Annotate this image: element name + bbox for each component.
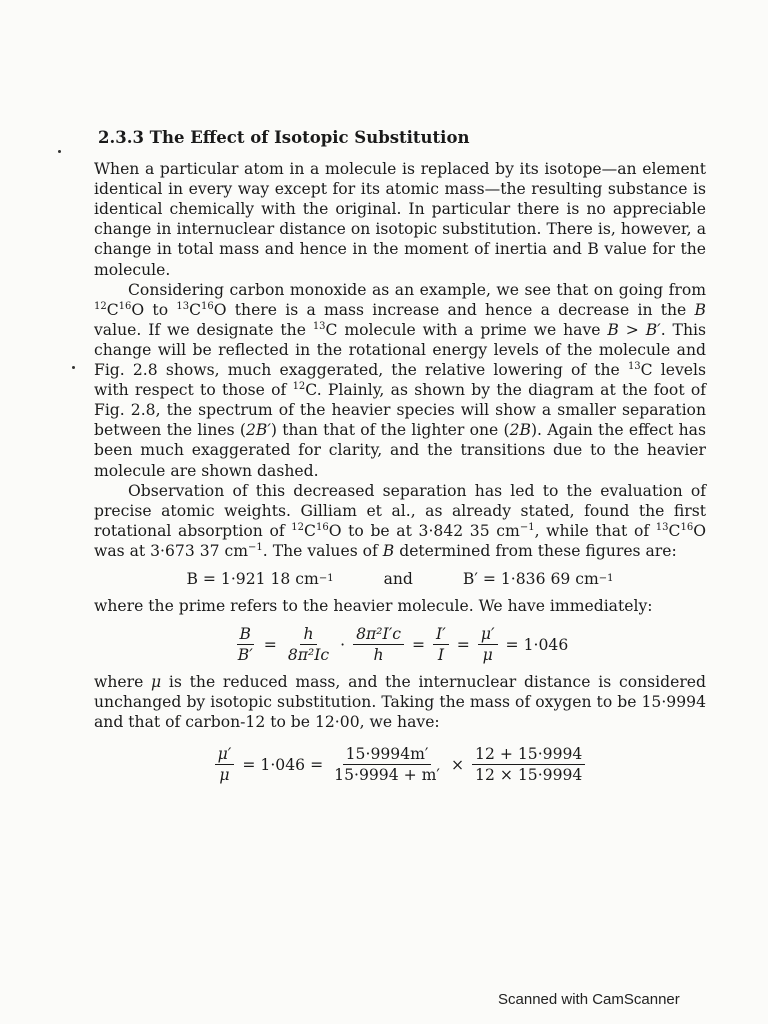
symbol: μ — [151, 673, 162, 692]
denominator: I — [437, 646, 444, 665]
fraction — [433, 624, 449, 665]
denominator: μ — [482, 646, 493, 665]
denominator: B′ — [237, 646, 253, 665]
symbol: B — [694, 300, 706, 319]
text: C — [325, 320, 338, 339]
text: was at 3·673 37 cm — [94, 541, 249, 560]
fraction — [472, 744, 585, 785]
symbol: B — [382, 541, 395, 560]
scan-speck — [58, 150, 61, 153]
numerator: 8π²I′c — [353, 624, 404, 645]
numerator: μ′ — [215, 744, 235, 765]
fraction — [353, 624, 404, 665]
numerator: 15·9994m′ — [343, 744, 432, 765]
text: determined from these figures are: — [394, 541, 677, 560]
superscript: −1 — [248, 541, 263, 553]
text: O — [213, 300, 227, 319]
superscript: 12 — [291, 521, 305, 533]
text: to be at 3·842 35 cm — [341, 521, 520, 540]
denominator: 8π²Ic — [287, 646, 330, 665]
denominator: μ — [219, 766, 230, 785]
superscript: 16 — [118, 300, 132, 312]
paragraph-2 — [94, 280, 706, 481]
numerator: B — [237, 624, 254, 645]
superscript: 16 — [680, 521, 694, 533]
superscript: 12 — [292, 381, 306, 393]
section-heading: 2.3.3 The Effect of Isotopic Substitution — [98, 128, 470, 147]
text: . Plainly, as shown by the diagram at the foot of Fig. 2.8, the spectrum of the heavier species will show a smaller separation between the lines ( — [94, 381, 706, 440]
text: there is a mass increase and hence a decrease in the — [226, 300, 695, 319]
and-label: and — [383, 569, 413, 588]
fraction — [215, 744, 235, 785]
numerator: μ′ — [478, 624, 498, 645]
superscript: 16 — [315, 521, 329, 533]
scan-speck — [72, 366, 75, 369]
ratio-value: 1·046 — [523, 635, 569, 654]
fraction — [235, 624, 256, 665]
symbol: 2B′ — [245, 421, 271, 440]
superscript: 13 — [627, 361, 641, 373]
equation-ratio: $\frac{B}{B'}$ = $\frac{h}{\text{8π²Ic}}$ · $\frac{\text{8π²I′c}}{h}$ = $\frac{I'}{I}$ = $\frac{\mu'}{\mu}$ = 1·046 — [94, 624, 706, 665]
superscript: 13 — [312, 320, 326, 332]
equation-mass: $\frac{\mu'}{\mu}$ = 1·046 = $\frac{15\cdot 9994m'}{15\cdot 9994 + m'}$ × $\frac{12 + 15\cdot 9994}{12 \times 15\cdot 9994}$ — [94, 744, 706, 785]
times-sign: × — [450, 755, 465, 774]
denominator: 12 × 15·9994 — [475, 766, 583, 785]
denominator: h — [373, 646, 384, 665]
text: C — [189, 300, 201, 319]
equation-b-values: B = 1·921 18 cm −1 and B′ = 1·836 69 cm −1 — [186, 569, 614, 588]
superscript: 12 — [94, 300, 107, 312]
superscript: −1 — [519, 521, 535, 533]
denominator: 15·9994 + m′ — [334, 766, 440, 785]
text: C — [305, 381, 317, 400]
text: , while that of — [534, 521, 656, 540]
symbol: 2B — [509, 421, 531, 440]
text: C — [668, 521, 681, 540]
text: molecule with a prime we have — [337, 320, 608, 339]
text: levels with respect to those of — [94, 361, 706, 400]
fraction — [331, 744, 443, 785]
text: is the reduced mass, and the internuclear distance is considered unchanged by isotopic substitution. Taking the mass of oxygen to be 15·9994 and that of carbon-12 to be 12·00, we have: — [94, 673, 706, 732]
text: C — [304, 521, 316, 540]
paragraph-1: When a particular atom in a molecule is replaced by its isotope—an element identical in every way except for its atomic mass—the resulting substance is identical chemically with the original. In particular there is no appreciable change in internuclear distance on isotopic substitution. There is, however, a change in total mass and hence in the moment of inertia and B value for the molecule. — [94, 160, 706, 279]
text: to — [144, 300, 177, 319]
text: Observation of this decreased separation has led to the evaluation of precise atomic weights. Gilliam et al., as already stated, found the first rotational absorption of — [94, 481, 706, 540]
text: where — [94, 673, 152, 692]
fraction — [478, 624, 498, 665]
b-prime-value: B′ = 1·836 69 cm — [462, 569, 599, 588]
text: Considering carbon monoxide as an example, we see that on going from — [128, 280, 706, 299]
paragraph-3 — [94, 481, 706, 561]
document-page — [94, 128, 706, 792]
text: C — [640, 361, 653, 380]
symbol: B > B′ — [607, 320, 661, 339]
text: value. If we designate the — [94, 320, 313, 339]
paragraph-5 — [94, 672, 706, 732]
text: O — [693, 521, 706, 540]
numerator: h — [300, 624, 316, 645]
text: ). Again the effect has been much exaggerated for clarity, and the transitions due to the heavier molecule are shown dashed. — [94, 421, 706, 480]
numerator: I′ — [433, 624, 449, 645]
fraction — [285, 624, 332, 665]
superscript: 13 — [655, 521, 669, 533]
text: C — [106, 300, 119, 319]
b-value: B = 1·921 18 cm — [186, 569, 319, 588]
text: . This change will be reflected in the rotational energy levels of the molecule and Fig. 2.8 shows, much exaggerated, the relative lowering of the — [94, 320, 706, 380]
text: . The values of — [262, 541, 383, 560]
numerator: 12 + 15·9994 — [472, 744, 585, 765]
text: O — [131, 300, 145, 319]
ratio-value: 1·046 — [260, 755, 306, 774]
superscript: 16 — [201, 300, 214, 312]
text: O — [328, 521, 342, 540]
superscript: 13 — [176, 300, 190, 312]
text: ) than that of the lighter one ( — [270, 421, 510, 440]
paragraph-4: where the prime refers to the heavier molecule. We have immediately: — [94, 597, 653, 616]
scanner-watermark: Scanned with CamScanner — [498, 991, 680, 1008]
